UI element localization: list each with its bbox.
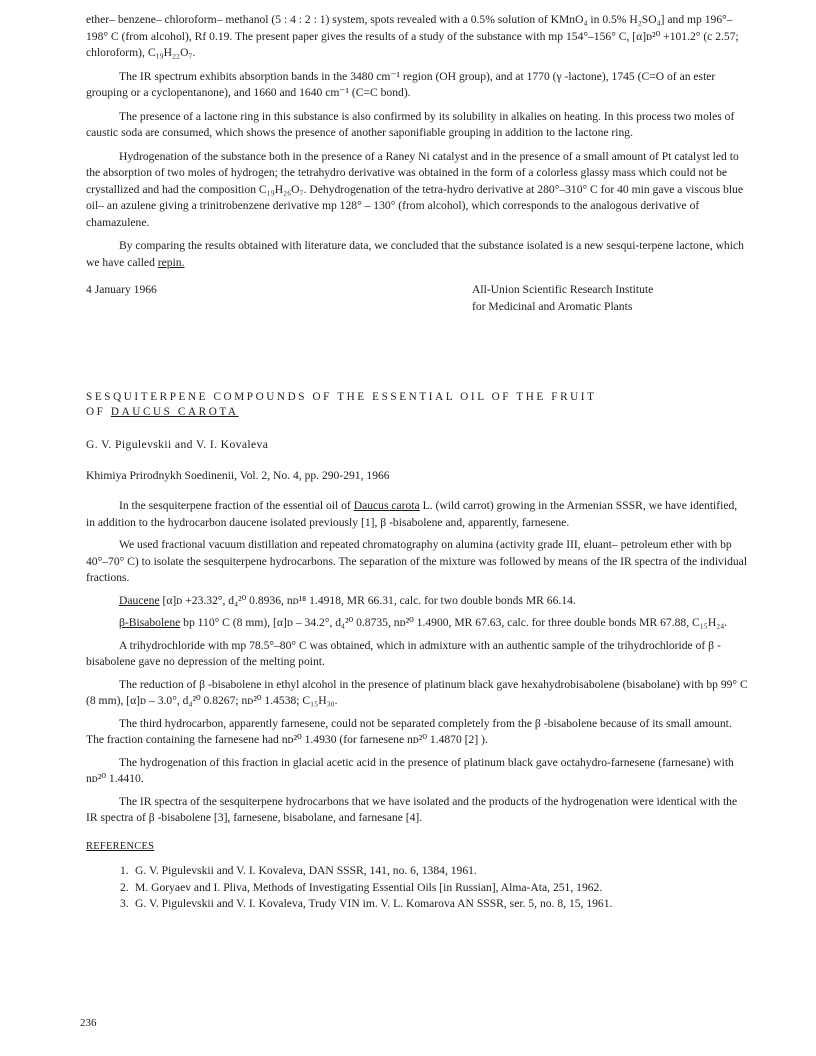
reference-item [86, 880, 748, 897]
body-intro-text-b: L. (wild carrot) growing in the Armenian SSSR, we have identified, in addition to the hydrocarbon daucene isolated previously [1], β -bisabolene and, apparently, farnesene. [86, 499, 738, 529]
reference-number: 2. [120, 880, 129, 894]
daucene-constants: [α]ᴅ +23.32°, d₄²⁰ 0.8936, nᴅ¹⁸ 1.4918, MR 66.31, calc. for two double bonds MR 66.14. [159, 593, 576, 607]
reference-list [86, 863, 748, 913]
reference-text: G. V. Pigulevskii and V. I. Kovaleva, Trudy VIN im. V. L. Komarova AN SSSR, ser. 5, no. 8, 15, 1961. [135, 897, 613, 910]
date-and-affiliation [86, 282, 748, 315]
article-title [86, 390, 748, 420]
body-paragraph-reduction: The reduction of β -bisabolene in ethyl alcohol in the presence of platinum black gave hexahydrobisabolene (bisabolane) with bp 99° C (8 mm), [α]ᴅ – 3.0°, d₄²⁰ 0.8267; nᴅ²⁰ 1.4538; C₁₅H₃₀. [86, 677, 748, 707]
body-paragraph-octahydrofarnesene: The hydrogenation of this fraction in glacial acetic acid in the presence of platinum black gave octahydro-farnesene (farnesane) with nᴅ²⁰ 1.4410. [86, 755, 734, 785]
reference-item [86, 896, 748, 913]
body-paragraph-trihydrochloride: A trihydrochloride with mp 78.5°–80° C was obtained, which in admixture with an authentic sample of the trihydrochloride of β -bisabolene gave no depression of the melting point. [86, 638, 721, 668]
compound-name-repin: repin. [157, 255, 185, 269]
article-title-line-2 [86, 405, 748, 420]
body-paragraph-method: We used fractional vacuum distillation and repeated chromatography on alumina (activity grade III, eluant– petroleum ether with bp 40°–70° C) to isolate the sesquiterpene hydrocarbons. The separation of the mixture was followed by means of the IR spectra of the individual fractions. [86, 538, 748, 584]
article-title-line-1: SESQUITERPENE COMPOUNDS OF THE ESSENTIAL OIL OF THE FRUIT [86, 391, 597, 403]
date-received: 4 January 1966 [86, 283, 157, 296]
affiliation-line-2: for Medicinal and Aromatic Plants [472, 299, 633, 313]
compound-bisabolene: β-Bisabolene [119, 616, 181, 629]
references-heading: REFERENCES [86, 840, 155, 852]
affiliation-line-1: All-Union Scientific Research Institute [472, 283, 654, 296]
article-title-prefix: OF [86, 406, 111, 418]
body-paragraph-bisabolene [86, 615, 748, 632]
body-paragraph-intro [86, 498, 748, 531]
article-authors: G. V. Pigulevskii and V. I. Kovaleva [86, 438, 269, 451]
page-number: 236 [80, 1017, 97, 1029]
body-paragraph-ir-spectra: The IR spectra of the sesquiterpene hydrocarbons that we have isolated and the products of the hydrogenation were identical with the IR spectra of β -bisabolene [3], farnesene, bisabolane, and farnesane [4]. [86, 794, 738, 824]
document-page [86, 12, 748, 913]
intro-paragraph-ir: The IR spectrum exhibits absorption bands in the 3480 cm⁻¹ region (OH group), and at 1770 (γ -lactone), 1745 (C=O of an ester grouping or a cyclopentanone), and 1660 and 1640 cm⁻¹ (C=C bond). [86, 69, 716, 99]
article-title-species: DAUCUS CAROTA [110, 406, 239, 418]
reference-number: 1. [120, 864, 129, 877]
body-intro-text-a: In the sesquiterpene fraction of the essential oil of [119, 499, 354, 512]
journal-citation: Khimiya Prirodnykh Soedinenii, Vol. 2, No. 4, pp. 290-291, 1966 [86, 468, 390, 482]
reference-text: M. Goryaev and I. Pliva, Methods of Investigating Essential Oils [in Russian], Alma-Ata, 251, 1962. [135, 880, 603, 894]
body-paragraph-daucene [86, 593, 748, 610]
reference-text: G. V. Pigulevskii and V. I. Kovaleva, DAN SSSR, 141, no. 6, 1384, 1961. [135, 864, 477, 877]
intro-paragraph-lactone: The presence of a lactone ring in this substance is also confirmed by its solubility in alkalies on heating. In this process two moles of caustic soda are consumed, which shows the presence of another saponifiable grouping in addition to the lactone ring. [86, 109, 735, 139]
bisabolene-constants: bp 110° C (8 mm), [α]ᴅ – 34.2°, d₄²⁰ 0.8735, nᴅ²⁰ 1.4900, MR 67.63, calc. for three double bonds MR 67.88, C₁₅H₂₄. [180, 616, 728, 629]
body-paragraph-farnesene: The third hydrocarbon, apparently farnesene, could not be separated completely from the β -bisabolene because of its small amount. The fraction containing the farnesene had nᴅ²⁰ 1.4930 (for farnesene nᴅ²⁰ 1.4870 [2] ). [86, 716, 732, 746]
intro-paragraph-hydrogenation: Hydrogenation of the substance both in the presence of a Raney Ni catalyst and in the presence of a small amount of Pt catalyst led to the absorption of two moles of hydrogen; the tetrahydro derivative was obtained in the form of a colorless glassy mass which could not be crystallized and had the composition C₁₉H₂₆O₇. Dehydrogenation of the tetra-hydro derivative at 280°–310° C for 40 min gave a viscous blue oil– an azulene giving a trinitrobenzene derivative mp 128° – 130° (from alcohol), which corresponds to the analogous derivative of chamazulene. [86, 149, 743, 229]
reference-item [86, 863, 748, 880]
species-name: Daucus carota [353, 499, 420, 512]
affiliation [472, 282, 653, 315]
reference-number: 3. [120, 897, 129, 910]
intro-paragraph-1: ether– benzene– chloroform– methanol (5 : 4 : 2 : 1) system, spots revealed with a 0.5% solution of KMnO₄ in 0.5% H₂SO₄] and mp 196°–198° C (from alcohol), Rf 0.19. The present paper gives the results of a study of the substance with mp 154°–156° C, [α]ᴅ²⁰ +101.2° (c 2.57; chloroform), C₁₉H₂₂O₇. [86, 13, 739, 59]
compound-daucene: Daucene [119, 593, 160, 607]
intro-paragraph-conclusion [86, 238, 748, 271]
conclusion-text: By comparing the results obtained with literature data, we concluded that the substance isolated is a new sesqui-terpene lactone, which we have called [86, 239, 744, 269]
